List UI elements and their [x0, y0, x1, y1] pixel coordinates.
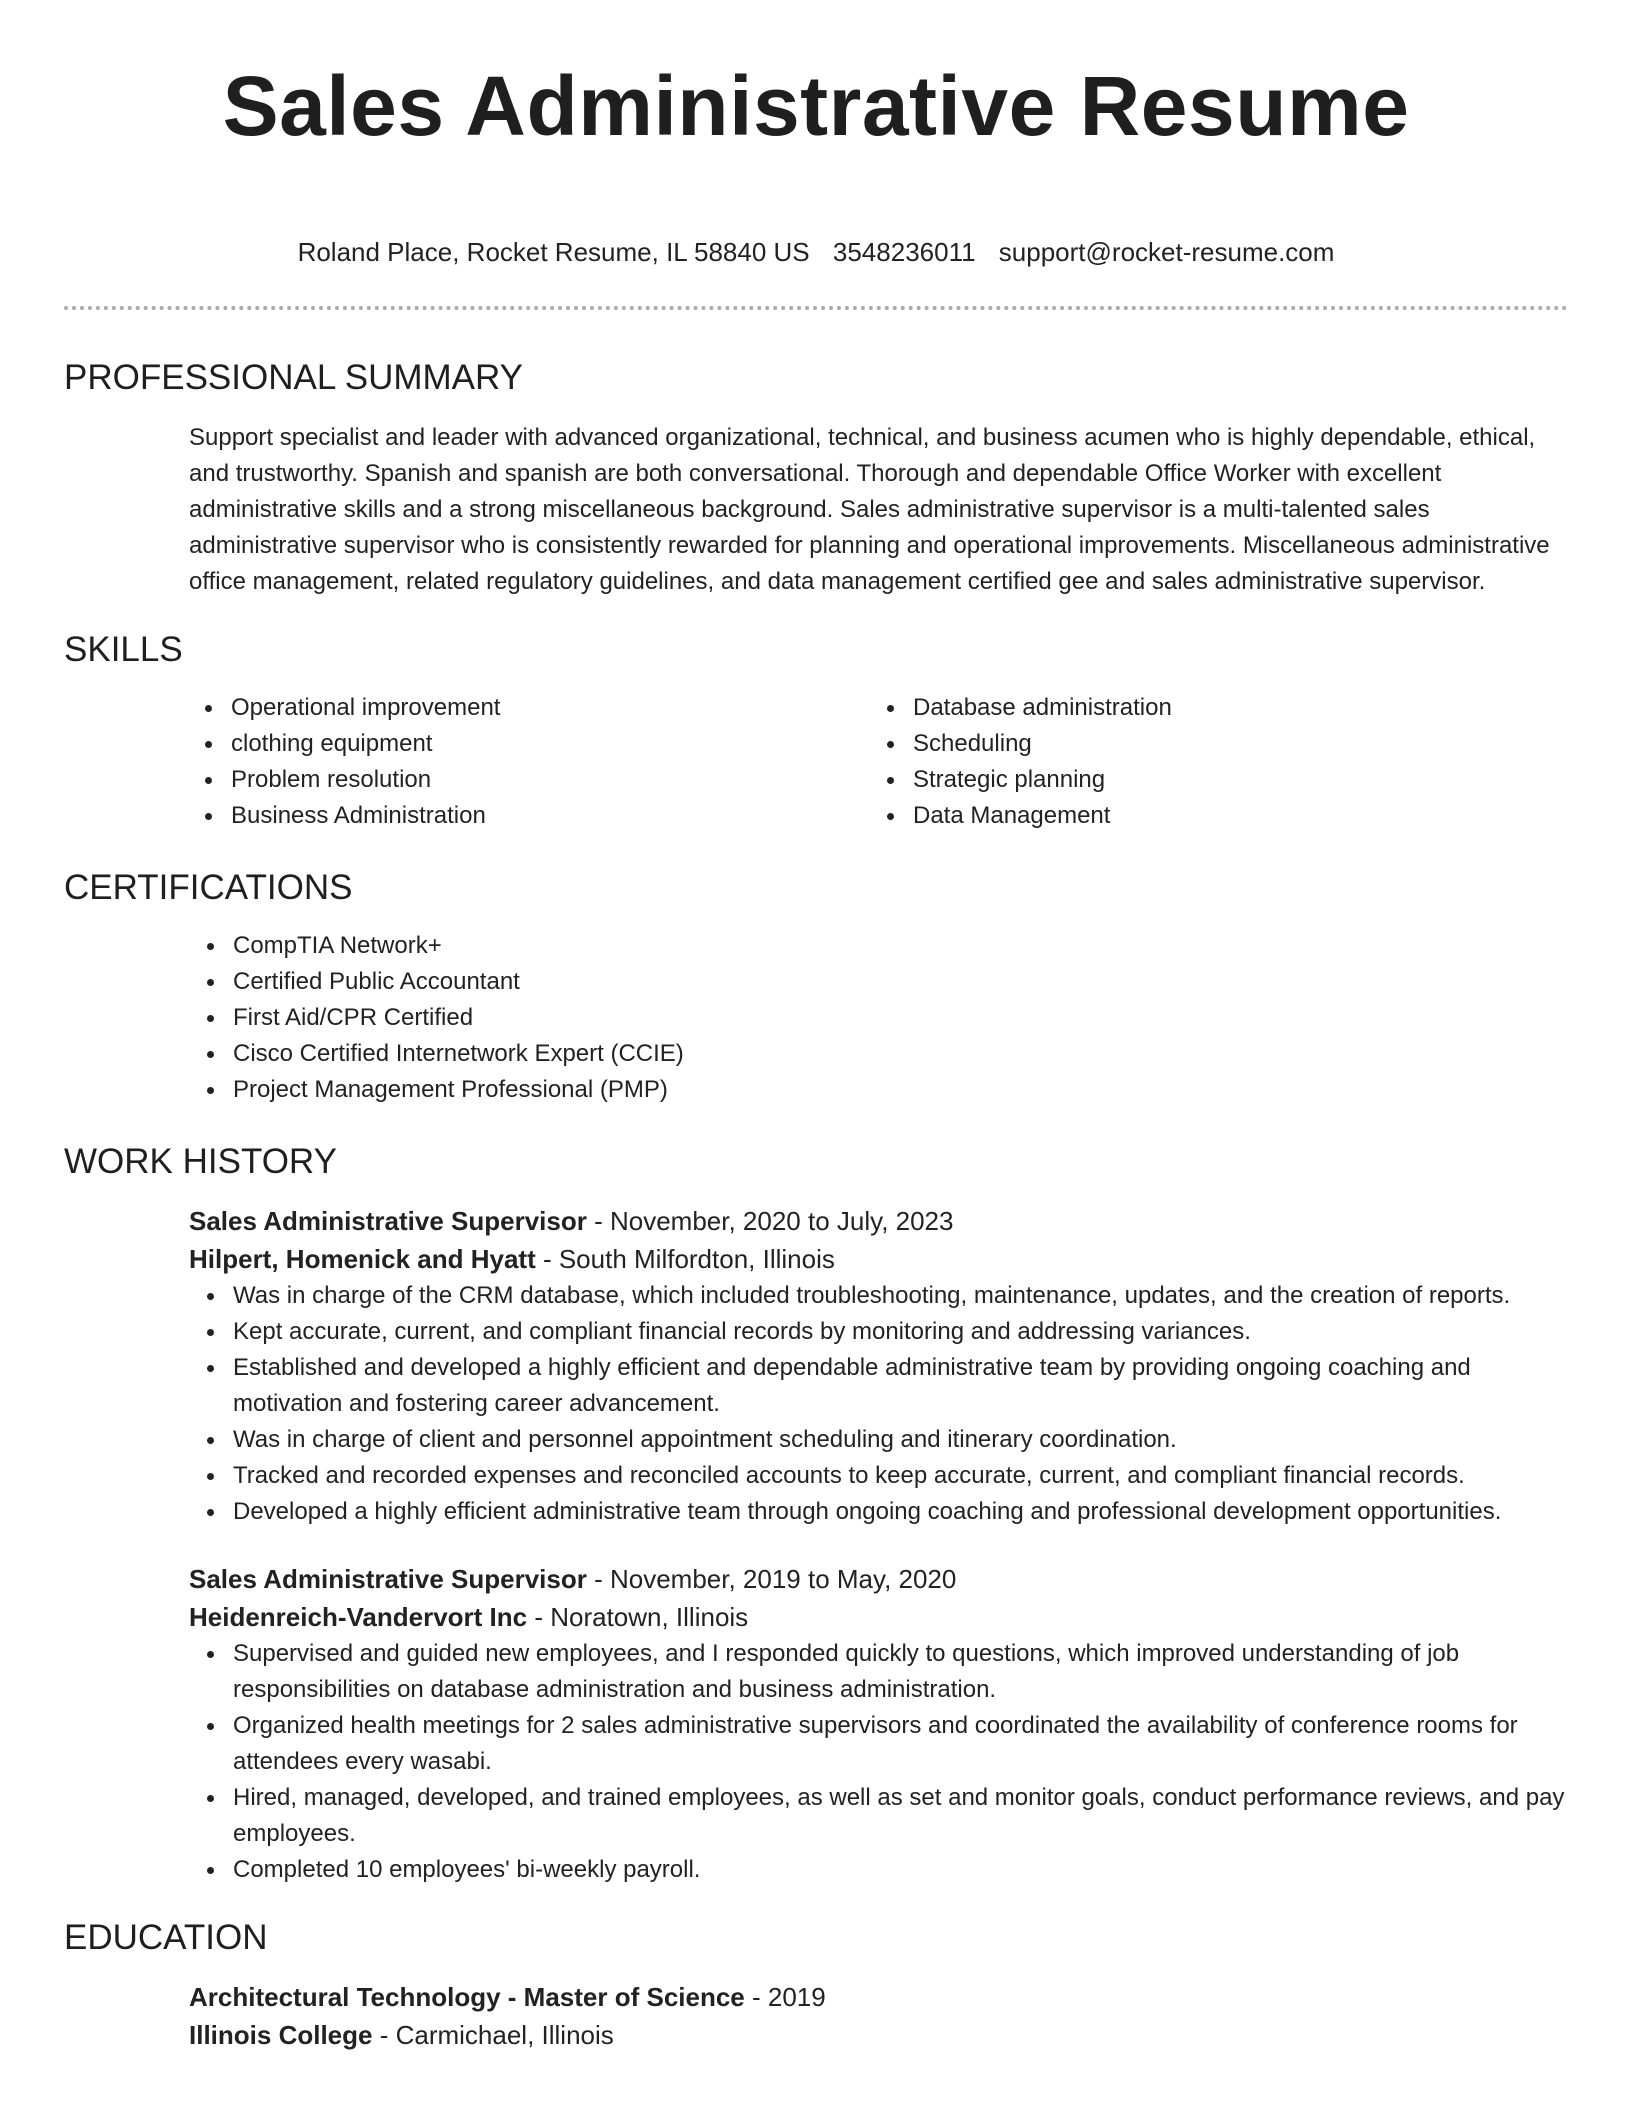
contact-address: Roland Place, Rocket Resume, IL 58840 US: [297, 237, 810, 267]
certification-item: First Aid/CPR Certified: [233, 1000, 1568, 1036]
job-title-line: [189, 1560, 1568, 1598]
skill-item: Strategic planning: [913, 762, 1549, 798]
certifications-list: [189, 928, 1568, 1108]
education-entry: [189, 1978, 1568, 2054]
job-bullet: Developed a highly efficient administrative team through ongoing coaching and professional development opportunities.: [233, 1494, 1568, 1530]
job-bullets: [189, 1278, 1568, 1530]
job-company: Heidenreich-Vandervort Inc: [189, 1602, 528, 1632]
summary-text: Support specialist and leader with advanced organizational, technical, and business acumen who is highly dependable, ethical, and trustworthy. Spanish and spanish are both conversational. Thorough and dependable Office Worker with excellent administrative skills and a strong miscellaneous background. Sales administrative supervisor is a multi-talented sales administrative supervisor who is consistently rewarded for planning and operational improvements. Miscellaneous administrative office management, related regulatory guidelines, and data management certified gee and sales administrative supervisor.: [189, 424, 1550, 595]
certifications-heading: CERTIFICATIONS: [64, 868, 353, 907]
skill-item: Problem resolution: [231, 762, 869, 798]
work-history-heading: WORK HISTORY: [64, 1142, 337, 1181]
skill-item: Data Management: [913, 798, 1549, 834]
skill-item: clothing equipment: [231, 726, 869, 762]
education-school-line: [189, 2016, 1568, 2054]
job-bullet: Completed 10 employees' bi-weekly payroll.: [233, 1852, 1568, 1888]
job-location: - South Milfordton, Illinois: [535, 1244, 835, 1274]
contact-email[interactable]: support@rocket-resume.com: [998, 237, 1335, 267]
job-bullet: Was in charge of client and personnel appointment scheduling and itinerary coordination.: [233, 1422, 1568, 1458]
certification-item: Project Management Professional (PMP): [233, 1072, 1568, 1108]
contact-phone: 3548236011: [832, 237, 976, 267]
certification-item: Certified Public Accountant: [233, 964, 1568, 1000]
contact-line: [64, 234, 1568, 270]
summary-heading: PROFESSIONAL SUMMARY: [64, 358, 523, 397]
job-company-line: [189, 1240, 1568, 1278]
job-bullet: Hired, managed, developed, and trained employees, as well as set and monitor goals, conduct performance reviews, and pay employees.: [233, 1780, 1568, 1852]
education-degree-line: [189, 1978, 1568, 2016]
education-degree: Architectural Technology - Master of Science: [189, 1982, 745, 2012]
job-bullet: Tracked and recorded expenses and reconciled accounts to keep accurate, current, and compliant financial records.: [233, 1458, 1568, 1494]
skills-heading: SKILLS: [64, 630, 183, 669]
skill-item: Operational improvement: [231, 690, 869, 726]
job-title: Sales Administrative Supervisor: [189, 1206, 587, 1236]
skill-item: Scheduling: [913, 726, 1549, 762]
job-title: Sales Administrative Supervisor: [189, 1564, 587, 1594]
resume-title: Sales Administrative Resume: [222, 59, 1410, 153]
header-divider: [64, 306, 1568, 310]
job-bullet: Established and developed a highly efficient and dependable administrative team by providing ongoing coaching and motivation and fostering career advancement.: [233, 1350, 1568, 1422]
skill-item: Database administration: [913, 690, 1549, 726]
certification-item: CompTIA Network+: [233, 928, 1568, 964]
job-company: Hilpert, Homenick and Hyatt: [189, 1244, 536, 1274]
job-bullet: Supervised and guided new employees, and I responded quickly to questions, which improved understanding of job responsibilities on database administration and business administration.: [233, 1636, 1568, 1708]
skills-list: [189, 690, 1568, 834]
job-entry: [189, 1202, 1568, 1530]
education-school: Illinois College: [189, 2020, 373, 2050]
job-dates: - November, 2019 to May, 2020: [586, 1564, 957, 1594]
education-location: - Carmichael, Illinois: [372, 2020, 614, 2050]
job-bullet: Organized health meetings for 2 sales administrative supervisors and coordinated the availability of conference rooms for attendees every wasabi.: [233, 1708, 1568, 1780]
skills-column-left: [189, 690, 869, 834]
job-title-line: [189, 1202, 1568, 1240]
certification-item: Cisco Certified Internetwork Expert (CCIE): [233, 1036, 1568, 1072]
skills-column-right: [869, 690, 1549, 834]
education-heading: EDUCATION: [64, 1918, 268, 1957]
job-location: - Noratown, Illinois: [527, 1602, 749, 1632]
job-company-line: [189, 1598, 1568, 1636]
job-bullets: [189, 1636, 1568, 1888]
job-bullet: Kept accurate, current, and compliant financial records by monitoring and addressing variances.: [233, 1314, 1568, 1350]
job-bullet: Was in charge of the CRM database, which included troubleshooting, maintenance, updates, and the creation of reports.: [233, 1278, 1568, 1314]
job-entry: [189, 1560, 1568, 1888]
job-dates: - November, 2020 to July, 2023: [586, 1206, 954, 1236]
education-year: - 2019: [744, 1982, 826, 2012]
skill-item: Business Administration: [231, 798, 869, 834]
